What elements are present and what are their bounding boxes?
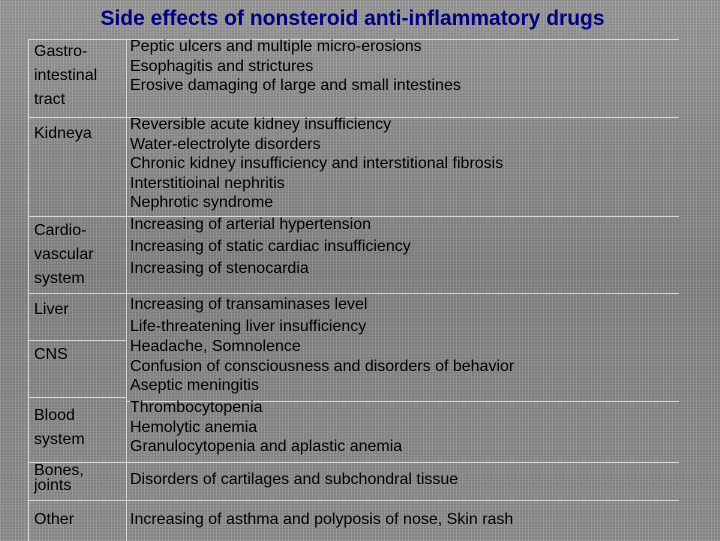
row-divider bbox=[29, 500, 679, 501]
effects-bones-joints bbox=[130, 470, 458, 490]
effect-item: Disorders of cartilages and subchondral tissue bbox=[130, 471, 459, 488]
category-line: Kidneya bbox=[34, 125, 92, 142]
category-blood bbox=[34, 404, 85, 452]
category-line: joints bbox=[34, 477, 72, 494]
effect-item: Peptic ulcers and multiple micro-erosions bbox=[130, 38, 422, 55]
category-line: intestinal bbox=[34, 67, 98, 84]
effect-item: Esophagitis and strictures bbox=[130, 57, 314, 75]
effect-item: Interstitioinal nephritis bbox=[130, 174, 285, 192]
column-divider bbox=[126, 40, 127, 541]
category-cardiovascular bbox=[34, 219, 94, 291]
effects-blood bbox=[130, 398, 402, 457]
effect-item: Chronic kidney insufficiency and interstitional fibrosis bbox=[130, 155, 504, 172]
effects-liver bbox=[130, 294, 367, 337]
effect-item: Granulocytopenia and aplastic anemia bbox=[130, 438, 403, 455]
category-gastrointestinal bbox=[34, 40, 97, 112]
category-line: Liver bbox=[34, 301, 69, 318]
slide-title: Side effects of nonsteroid anti-inflammatory drugs bbox=[100, 7, 605, 30]
category-line: Bones, bbox=[34, 462, 84, 479]
effect-item: Water-electrolyte disorders bbox=[130, 135, 321, 153]
category-line: vascular bbox=[34, 246, 94, 263]
effects-kidney bbox=[130, 115, 503, 213]
effect-item: Increasing of stenocardia bbox=[130, 260, 309, 277]
category-kidney bbox=[34, 122, 92, 146]
category-line: Other bbox=[34, 511, 75, 528]
effect-item: Reversible acute kidney insufficiency bbox=[130, 116, 392, 133]
effect-item: Increasing of static cardiac insufficiency bbox=[130, 238, 411, 255]
effects-gastrointestinal bbox=[130, 37, 461, 96]
effect-item: Aseptic meningitis bbox=[130, 377, 259, 394]
effect-item: Increasing of asthma and polyposis of nose, Skin rash bbox=[130, 511, 514, 528]
category-line: Cardio- bbox=[34, 222, 87, 239]
category-liver bbox=[34, 298, 69, 322]
category-line: CNS bbox=[34, 346, 68, 363]
category-bones-joints bbox=[34, 463, 84, 493]
category-other bbox=[34, 508, 74, 532]
effects-other bbox=[130, 510, 513, 530]
category-line: system bbox=[34, 270, 85, 287]
row-divider bbox=[29, 397, 126, 398]
category-cns bbox=[34, 343, 68, 367]
effect-item: Confusion of consciousness and disorders of behavior bbox=[130, 357, 515, 375]
row-divider bbox=[29, 340, 126, 341]
effect-item: Headache, Somnolence bbox=[130, 338, 301, 355]
effect-item: Increasing of arterial hypertension bbox=[130, 216, 372, 233]
category-line: tract bbox=[34, 91, 66, 108]
category-line: system bbox=[34, 431, 85, 448]
effect-item: Increasing of transaminases level bbox=[130, 296, 368, 313]
effects-cns bbox=[130, 337, 514, 396]
category-line: Gastro- bbox=[34, 43, 88, 60]
category-line: Blood bbox=[34, 407, 75, 424]
effect-item: Life-threatening liver insufficiency bbox=[130, 317, 367, 335]
effect-item: Thrombocytopenia bbox=[130, 399, 263, 416]
effect-item: Nephrotic syndrome bbox=[130, 194, 274, 211]
row-divider bbox=[29, 462, 679, 463]
effect-item: Erosive damaging of large and small intestines bbox=[130, 77, 461, 94]
effect-item: Hemolytic anemia bbox=[130, 418, 258, 436]
effects-cardiovascular bbox=[130, 214, 411, 280]
